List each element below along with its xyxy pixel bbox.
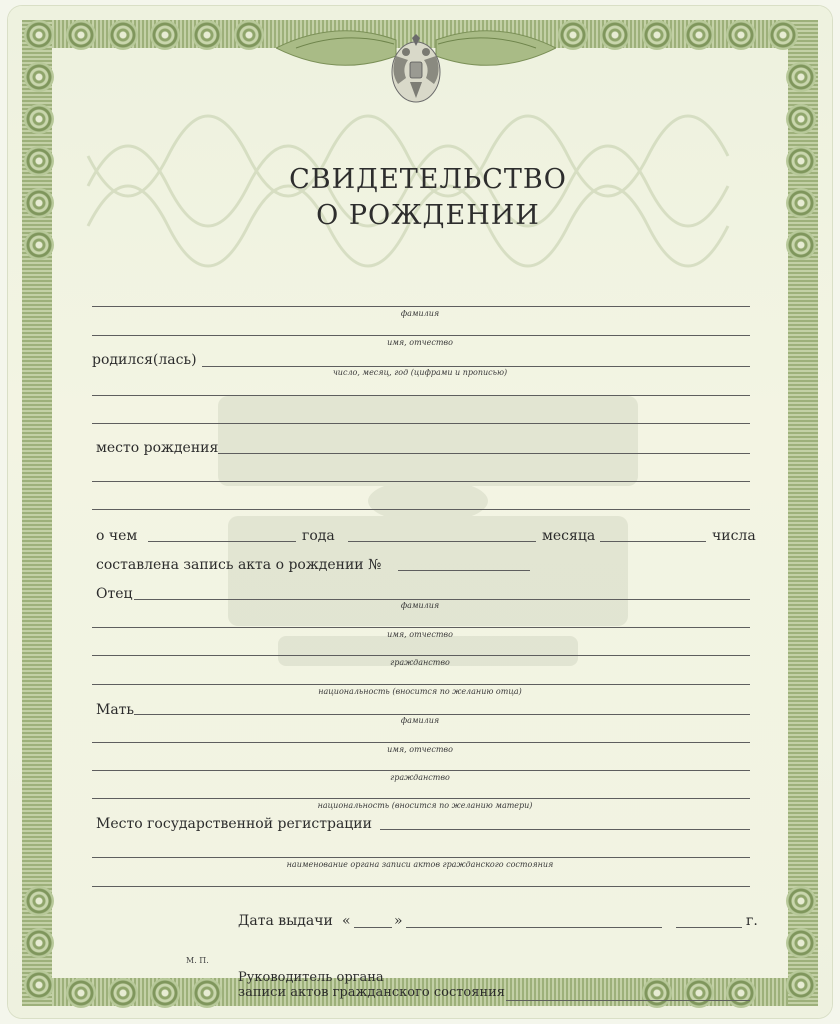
- mother-nationality-caption: национальность (вносится по желанию матери): [317, 801, 533, 810]
- father-citizenship-line[interactable]: [92, 655, 750, 656]
- record-number-line[interactable]: [398, 570, 530, 571]
- father-name-caption: имя, отчество: [387, 630, 453, 639]
- child-surname-caption: фамилия: [400, 309, 440, 318]
- signature-line[interactable]: [506, 1000, 750, 1001]
- head-label-line1: Руководитель органа: [238, 970, 384, 985]
- record-year-line[interactable]: [348, 541, 536, 542]
- registration-office-caption: наименование органа записи актов гражданского состояния: [286, 860, 554, 869]
- head-label-line2: записи актов гражданского состояния: [238, 985, 505, 1000]
- rosette: [24, 886, 54, 916]
- record-month-line[interactable]: [600, 541, 706, 542]
- born-label: родился(лась): [92, 352, 197, 368]
- rosette: [558, 20, 588, 50]
- document-title-line2: О РОЖДЕНИИ: [316, 200, 540, 231]
- rosette: [24, 62, 54, 92]
- year-label: года: [302, 528, 335, 544]
- rosette: [66, 978, 96, 1008]
- rosette: [786, 230, 816, 260]
- rosette: [786, 886, 816, 916]
- child-surname-line[interactable]: [92, 306, 750, 307]
- child-name-caption: имя, отчество: [387, 338, 453, 347]
- father-citizenship-caption: гражданство: [390, 658, 450, 667]
- mother-citizenship-caption: гражданство: [390, 773, 450, 782]
- registration-office-line-2[interactable]: [92, 886, 750, 887]
- rosette: [642, 20, 672, 50]
- father-label: Отец: [96, 586, 133, 602]
- mother-surname-caption: фамилия: [400, 716, 440, 725]
- father-surname-caption: фамилия: [400, 601, 440, 610]
- rosette: [24, 20, 54, 50]
- month-label: месяца: [542, 528, 596, 544]
- rosette: [150, 978, 180, 1008]
- rosette: [642, 978, 672, 1008]
- issue-month-line[interactable]: [406, 927, 662, 928]
- rosette: [150, 20, 180, 50]
- rosette: [600, 20, 630, 50]
- registration-office-line[interactable]: [92, 857, 750, 858]
- rosette: [192, 978, 222, 1008]
- birthplace-line-3[interactable]: [92, 509, 750, 510]
- birthplace-line[interactable]: [218, 453, 750, 454]
- rosette: [786, 104, 816, 134]
- mother-citizenship-line[interactable]: [92, 770, 750, 771]
- rosette: [786, 928, 816, 958]
- rosette: [24, 230, 54, 260]
- year-short-label: г.: [746, 913, 758, 929]
- record-day-line[interactable]: [148, 541, 296, 542]
- mother-surname-line[interactable]: [134, 714, 750, 715]
- issue-date-label: Дата выдачи: [238, 913, 333, 929]
- father-surname-line[interactable]: [134, 599, 750, 600]
- registration-place-label: Место государственной регистрации: [96, 816, 372, 832]
- mother-label: Мать: [96, 702, 135, 718]
- father-nationality-line[interactable]: [92, 684, 750, 685]
- rosette: [24, 104, 54, 134]
- seal-label: М. П.: [186, 956, 209, 965]
- issue-day-line[interactable]: [354, 927, 392, 928]
- birth-date-caption: число, месяц, год (цифрами и прописью): [332, 368, 508, 377]
- birth-date-line-3[interactable]: [92, 423, 750, 424]
- rosette: [192, 20, 222, 50]
- document-title-line1: СВИДЕТЕЛЬСТВО: [289, 164, 567, 195]
- quote-close: »: [394, 913, 403, 929]
- birth-date-line[interactable]: [202, 366, 750, 367]
- rosette: [726, 20, 756, 50]
- rosette: [684, 20, 714, 50]
- rosette: [684, 978, 714, 1008]
- day-label: числа: [712, 528, 756, 544]
- father-name-line[interactable]: [92, 627, 750, 628]
- rosette: [108, 978, 138, 1008]
- rosette: [66, 20, 96, 50]
- rosette: [24, 928, 54, 958]
- issue-year-line[interactable]: [676, 927, 742, 928]
- child-name-line[interactable]: [92, 335, 750, 336]
- rosette: [234, 20, 264, 50]
- rosette: [24, 970, 54, 1000]
- father-nationality-caption: национальность (вносится по желанию отца): [318, 687, 522, 696]
- record-label: составлена запись акта о рождении №: [96, 557, 382, 573]
- registration-place-line[interactable]: [380, 829, 750, 830]
- rosette: [786, 62, 816, 92]
- mother-nationality-line[interactable]: [92, 798, 750, 799]
- rosette: [108, 20, 138, 50]
- mother-name-caption: имя, отчество: [387, 745, 453, 754]
- quote-open: «: [342, 913, 351, 929]
- rosette: [726, 978, 756, 1008]
- birthplace-label: место рождения: [96, 440, 219, 456]
- birth-date-line-2[interactable]: [92, 395, 750, 396]
- rosette: [786, 970, 816, 1000]
- mother-name-line[interactable]: [92, 742, 750, 743]
- about-what-label: о чем: [96, 528, 138, 544]
- birthplace-line-2[interactable]: [92, 481, 750, 482]
- rosette: [768, 20, 798, 50]
